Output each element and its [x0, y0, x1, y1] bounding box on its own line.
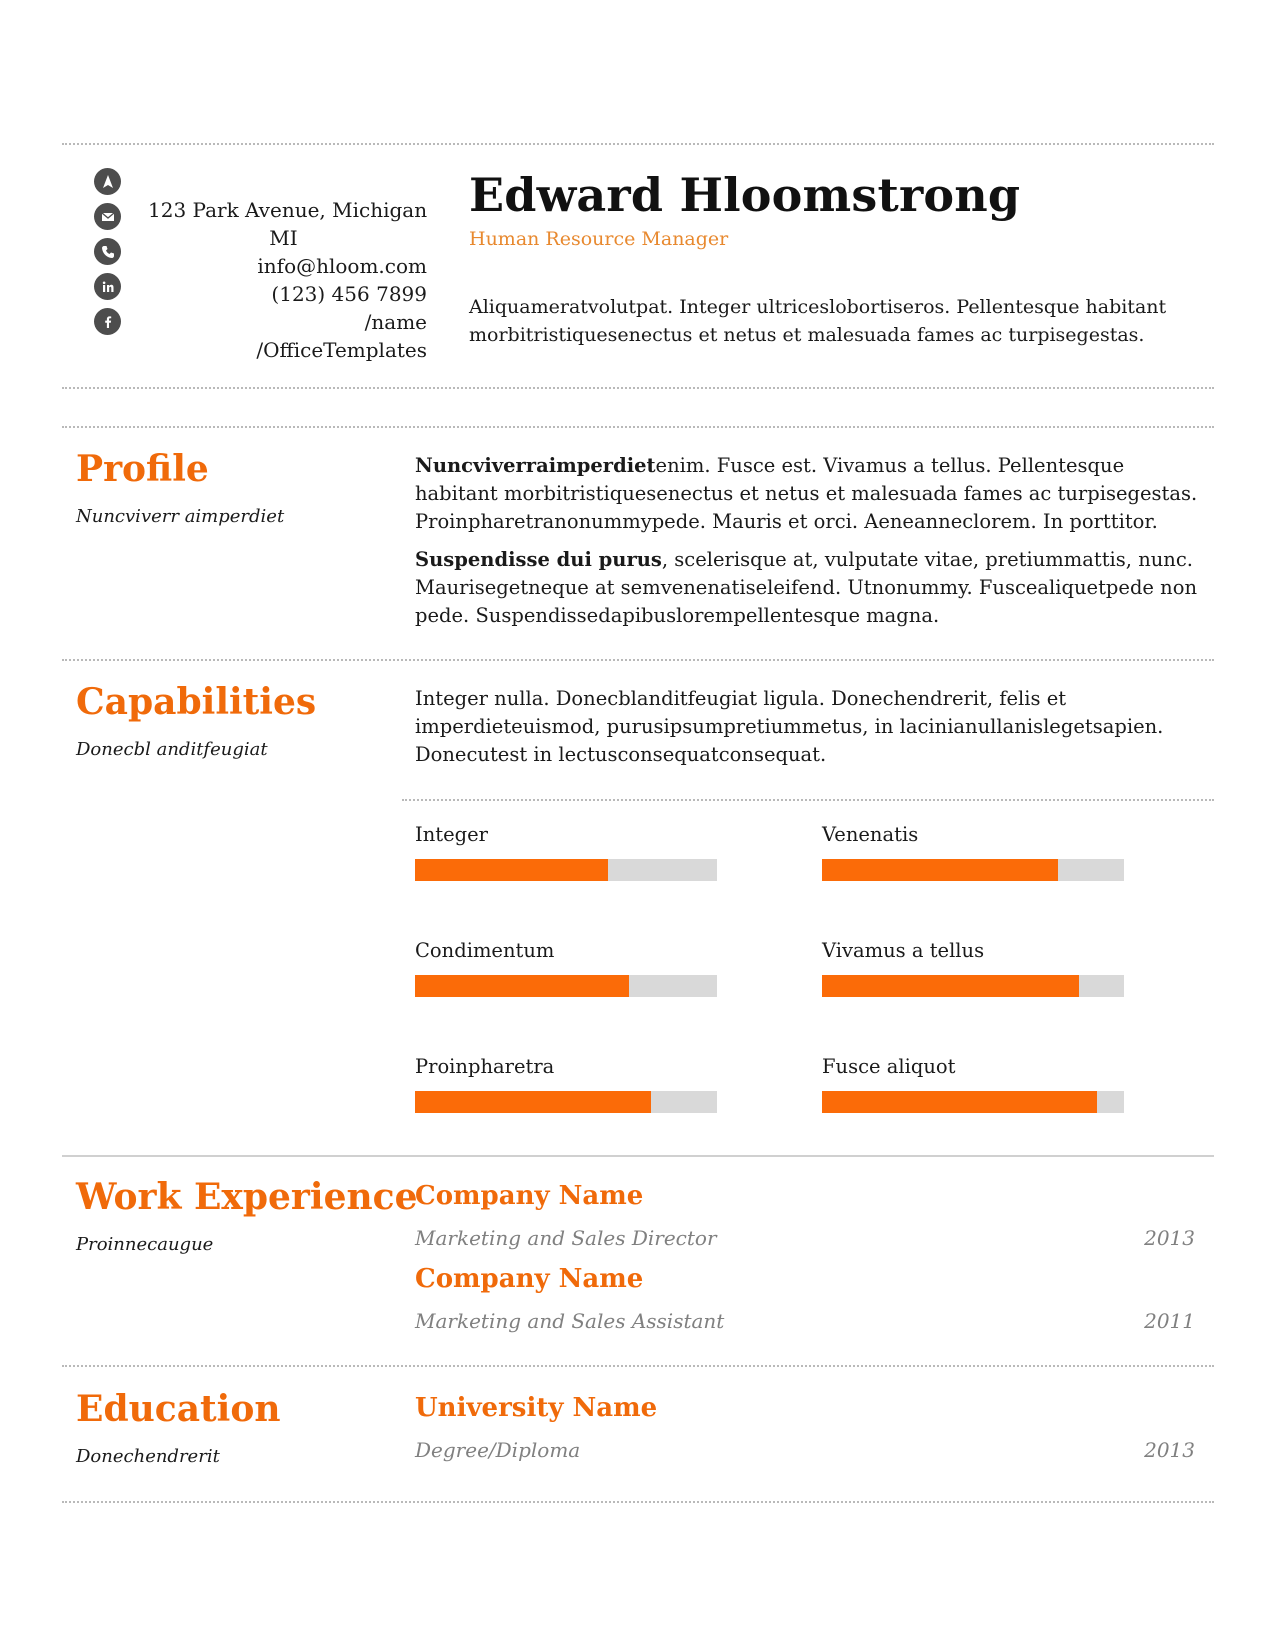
- linkedin-handle[interactable]: /name: [364, 310, 427, 334]
- skill-item: [415, 939, 717, 997]
- contact-block: [140, 196, 427, 364]
- email-icon: [94, 203, 121, 230]
- skill-label: Vivamus a tellus: [822, 939, 985, 962]
- section-subtitle-profile: Nuncviverr aimperdiet: [76, 506, 285, 527]
- email-text[interactable]: info@hloom.com: [257, 254, 427, 278]
- skill-bar-track: [415, 975, 717, 997]
- divider: [62, 387, 1214, 389]
- skill-item: [822, 939, 1124, 997]
- skill-label: Condimentum: [415, 939, 555, 962]
- skill-bar-fill: [822, 859, 1058, 881]
- skill-label: Proinpharetra: [415, 1055, 555, 1078]
- skill-bar-fill: [822, 1091, 1097, 1113]
- divider: [402, 799, 1214, 801]
- profile-paragraph: [415, 546, 1205, 630]
- section-title-capabilities: Capabilities: [76, 681, 317, 723]
- contact-icons: [94, 168, 124, 343]
- candidate-name: Edward Hloomstrong: [469, 168, 1021, 222]
- profile-p1-bold: Nuncviverraimperdiet: [415, 454, 656, 477]
- facebook-icon: [94, 308, 121, 335]
- profile-body: [415, 452, 1205, 640]
- section-subtitle-capabilities: Donecbl anditfeugiat: [76, 739, 268, 760]
- section-title-education: Education: [76, 1388, 281, 1430]
- location-icon: [94, 168, 121, 195]
- section-subtitle-work: Proinnecaugue: [76, 1234, 214, 1255]
- phone-text: (123) 456 7899: [271, 282, 427, 306]
- profile-p2-text: , scelerisque at, vulputate vitae, pretiummattis, nunc. Maurisegetneque at semvenenatiseleifend. Utnonummy. Fuscealiquetpede non pede. Suspendissedapibuslorempellentesque magna.: [415, 548, 1198, 627]
- skill-bar-track: [822, 859, 1124, 881]
- skill-bar-fill: [415, 859, 608, 881]
- education-year: 2013: [1144, 1438, 1195, 1462]
- divider: [62, 659, 1214, 661]
- skill-bar-fill: [415, 1091, 651, 1113]
- company-name: Company Name: [415, 1264, 644, 1294]
- address-line2: MI: [269, 226, 298, 250]
- linkedin-icon: [94, 273, 121, 300]
- skill-bar-fill: [415, 975, 629, 997]
- phone-icon: [94, 238, 121, 265]
- divider: [62, 1501, 1214, 1503]
- address-line1: 123 Park Avenue, Michigan: [148, 198, 428, 222]
- section-title-work: Work Experience: [76, 1176, 418, 1218]
- job-year: 2011: [1144, 1309, 1195, 1333]
- skill-item: [415, 823, 717, 881]
- divider: [62, 426, 1214, 428]
- summary-text: Aliquameratvolutpat. Integer ultriceslobortiseros. Pellentesque habitant morbitristiquesenectus et netus et malesuada fames ac turpisegestas.: [469, 296, 1167, 346]
- job-title: Human Resource Manager: [469, 228, 729, 250]
- divider: [62, 143, 1214, 145]
- skill-bar-track: [822, 975, 1124, 997]
- divider: [62, 1365, 1214, 1367]
- skill-bar-track: [822, 1091, 1124, 1113]
- university-name: University Name: [415, 1393, 658, 1423]
- degree: Degree/Diploma: [415, 1438, 581, 1462]
- skill-label: Fusce aliquot: [822, 1055, 956, 1078]
- facebook-handle[interactable]: /OfficeTemplates: [256, 338, 427, 362]
- job-year: 2013: [1144, 1226, 1195, 1250]
- skill-bar-track: [415, 859, 717, 881]
- job-role: Marketing and Sales Director: [415, 1226, 717, 1250]
- section-title-profile: Profile: [76, 448, 209, 490]
- skill-label: Venenatis: [822, 823, 919, 846]
- skill-item: [822, 1055, 1124, 1113]
- skill-item: [822, 823, 1124, 881]
- job-role: Marketing and Sales Assistant: [415, 1309, 725, 1333]
- profile-p1-text: enim. Fusce est. Vivamus a tellus. Pellentesque habitant morbitristiquesenectus et netus et malesuada fames ac turpisegestas. Proinpharetranonummypede. Mauris et orci. Aeneanneclorem. In porttitor.: [415, 454, 1198, 533]
- capabilities-text: Integer nulla. Donecblanditfeugiat ligula. Donechendrerit, felis et imperdieteuismod, purusipsumpretiummetus, in lacinianullanislegetsapien. Donecutest in lectusconsequatconsequat.: [415, 687, 1164, 766]
- section-subtitle-education: Donechendrerit: [76, 1446, 220, 1467]
- divider: [62, 1155, 1214, 1157]
- skill-label: Integer: [415, 823, 488, 846]
- profile-paragraph: [415, 452, 1205, 536]
- profile-p2-bold: Suspendisse dui purus: [415, 548, 662, 571]
- skill-item: [415, 1055, 717, 1113]
- company-name: Company Name: [415, 1181, 644, 1211]
- skill-bar-track: [415, 1091, 717, 1113]
- skill-bar-fill: [822, 975, 1079, 997]
